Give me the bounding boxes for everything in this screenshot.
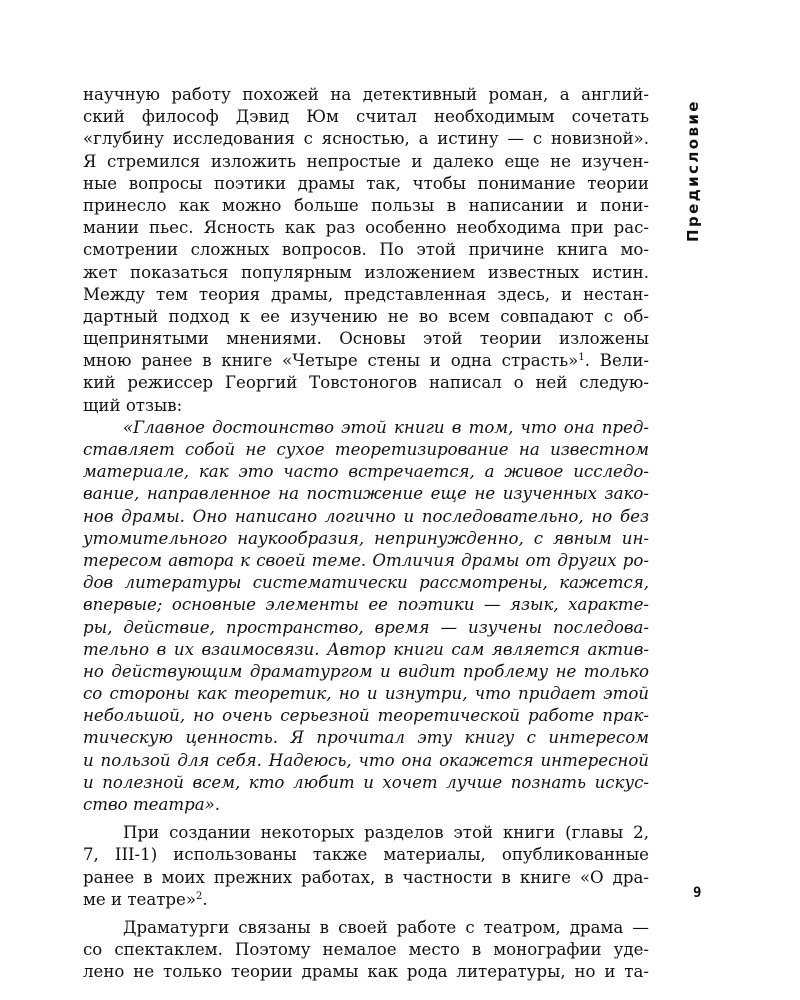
text-line: мании пьес. Ясность как раз особенно необходима при рас-	[83, 218, 649, 238]
text-line: со спектаклем. Поэтому немалое место в монографии уде-	[83, 940, 649, 960]
text-line: ные вопросы поэтики драмы так, чтобы понимание теории	[83, 173, 649, 193]
footnote-marker[interactable]: 1	[578, 352, 585, 364]
text-line: щепринятыми мнениями. Основы этой теории изложены	[83, 329, 649, 349]
quote-line: дов литературы систематически рассмотрены, кажется,	[83, 573, 649, 593]
quote-line: утомительного наукообразия, непринужденно, с явным ин-	[83, 528, 649, 548]
quote-line: тересом автора к своей теме. Отличия драмы от других ро-	[83, 550, 649, 570]
quote-line: впервые; основные элементы ее поэтики — язык, характе-	[83, 595, 649, 615]
quote-line: тельно в их взаимосвязи. Автор книги сам является актив-	[83, 639, 649, 659]
text-line-with-footnote	[83, 350, 649, 372]
quote-line: ство театра».	[83, 795, 221, 814]
quote-line: материале, как это часто встречается, а живое исследо-	[83, 462, 649, 482]
text-segment: мною ранее в книге «Четыре стены и одна страсть»	[83, 351, 579, 371]
text-line: щий отзыв:	[83, 395, 183, 415]
text-line: Между тем теория драмы, представленная здесь, и нестан-	[83, 284, 649, 304]
text-segment: . Вели-	[584, 351, 649, 371]
text-line: смотрении сложных вопросов. По этой причине книга мо-	[83, 240, 649, 260]
quote-line: нов драмы. Оно написано логично и последовательно, но без	[83, 506, 649, 526]
text-line: научную работу похожей на детективный роман, а англий-	[83, 85, 649, 104]
quote-line: но действующим драматургом и видит проблему не только	[83, 661, 649, 681]
text-segment: ме и театре»	[83, 889, 197, 909]
quote-line: со стороны как теоретик, но и изнутри, что придает этой	[83, 684, 649, 704]
paragraph-3	[83, 917, 649, 984]
paragraph-2	[83, 822, 649, 911]
text-line: принесло как можно больше пользы в написании и пони-	[83, 195, 649, 215]
quote-line: небольшой, но очень серьезной теоретической работе прак-	[83, 706, 649, 726]
quote-line: вание, направленное на постижение еще не изученных зако-	[83, 484, 649, 504]
text-line-with-footnote	[83, 889, 649, 911]
text-line: При создании некоторых разделов этой книги (главы 2,	[123, 823, 649, 843]
text-line: ский философ Дэвид Юм считал необходимым сочетать	[83, 107, 649, 127]
text-line: Я стремился изложить непростые и далеко еще не изучен-	[83, 151, 649, 171]
quote-line: и пользой для себя. Надеюсь, что она окажется интересной	[83, 750, 649, 770]
paragraph-1	[83, 84, 649, 417]
text-line: Драматурги связаны в своей работе с театром, драма —	[123, 917, 649, 937]
text-line: жет показаться популярным изложением известных истин.	[83, 262, 649, 282]
footnote-marker[interactable]: 2	[196, 890, 203, 902]
text-line: лено не только теории драмы как рода литературы, но и та-	[83, 962, 649, 982]
running-head: Предисловие	[684, 99, 702, 242]
quote-line: ры, действие, пространство, время — изучены последова-	[83, 617, 649, 637]
text-line: «глубину исследования с ясностью, а истину — с новизной».	[83, 129, 649, 149]
text-line: дартный подход к ее изучению не во всем совпадают с об-	[83, 306, 649, 326]
tovstonogov-quote	[83, 417, 649, 816]
quote-line: и полезной всем, кто любит и хочет лучше познать искус-	[83, 772, 649, 792]
quote-line: «Главное достоинство этой книги в том, что она пред-	[123, 417, 649, 437]
page-number: 9	[693, 885, 702, 901]
text-line: 7, III-1) использованы также материалы, опубликованные	[83, 845, 649, 865]
quote-line: тическую ценность. Я прочитал эту книгу с интересом	[83, 728, 649, 748]
page-body	[83, 84, 649, 984]
quote-line: ставляет собой не сухое теоретизирование на известном	[83, 440, 649, 459]
text-segment: .	[202, 889, 208, 909]
text-line: кий режиссер Георгий Товстоногов написал о ней следую-	[83, 373, 649, 393]
text-line: ранее в моих прежних работах, в частности в книге «О дра-	[83, 867, 649, 887]
